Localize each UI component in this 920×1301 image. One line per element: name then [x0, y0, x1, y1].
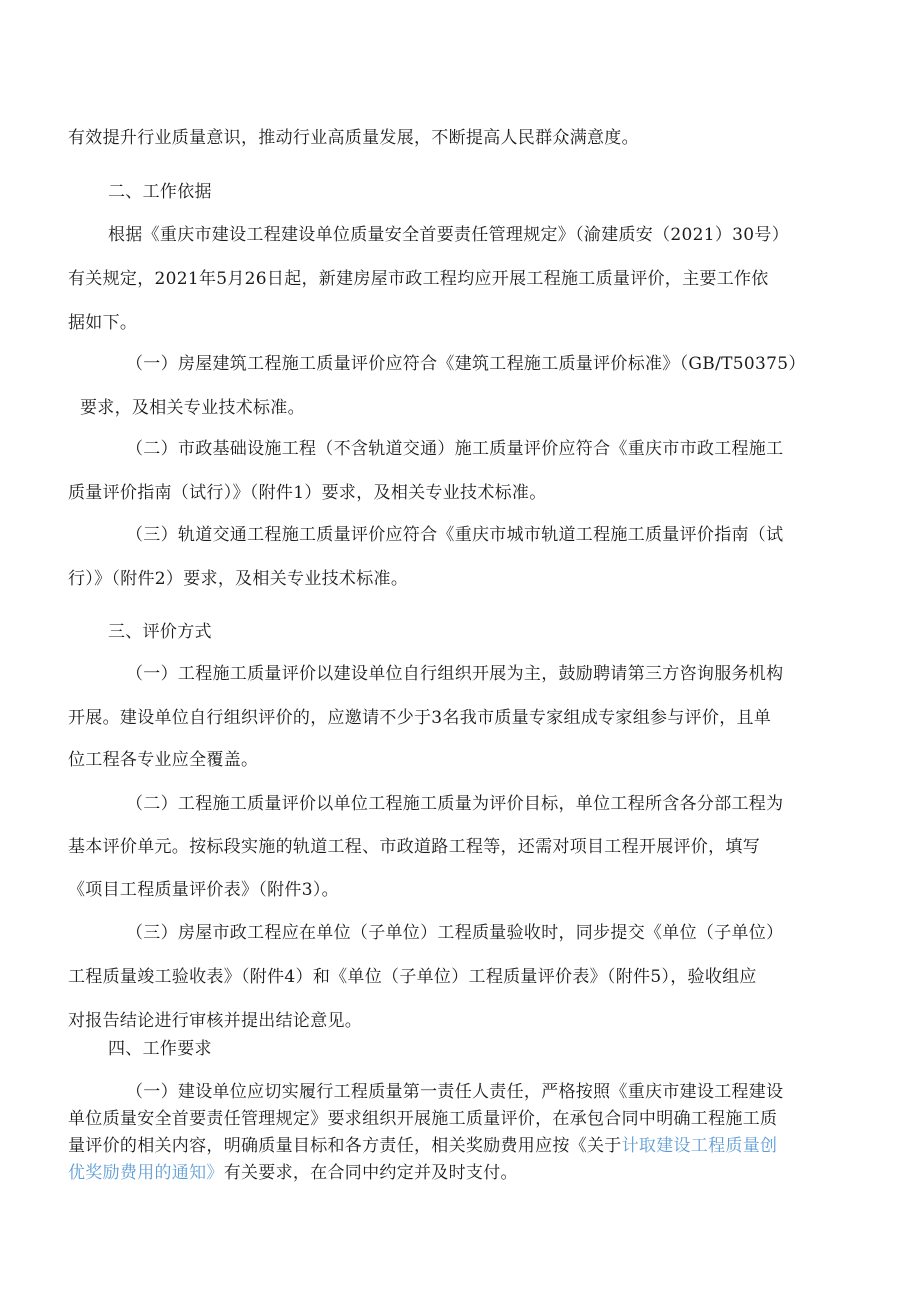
section-2-item-2-line-1: （二）市政基础设施工程（不含轨道交通）施工质量评价应符合《重庆市市政工程施工: [126, 439, 784, 459]
section-4-item-1-line-3: [68, 1135, 777, 1157]
section-2-item-2-line-2: 质量评价指南（试行）》（附件1）要求，及相关专业技术标准。: [68, 483, 547, 503]
section-4-heading: 四、工作要求: [108, 1039, 212, 1059]
section-3-item-1-line-3: 位工程各专业应全覆盖。: [68, 750, 259, 770]
section-2-p1-line-3: 据如下。: [68, 313, 138, 333]
section-2-item-3-line-2: 行）》（附件2）要求，及相关专业技术标准。: [68, 569, 409, 589]
section-4-item-1-line-2: 单位质量安全首要责任管理规定》要求组织开展施工质量评价，在承包合同中明确工程施工质: [68, 1109, 778, 1129]
section-2-p1-line-1: 根据《重庆市建设工程建设单位质量安全首要责任管理规定》（渝建质安（2021）30号）: [108, 225, 789, 245]
section-4-item-1-line-3-text: 量评价的相关内容，明确质量目标和各方责任，相关奖励费用应按《关于: [68, 1136, 622, 1156]
section-2-item-1-line-1: （一）房屋建筑工程施工质量评价应符合《建筑工程施工质量评价标准》（GB/T50375）: [126, 354, 806, 374]
section-2-heading: 二、工作依据: [108, 182, 212, 202]
section-3-item-2-line-2: 基本评价单元。按标段实施的轨道工程、市政道路工程等，还需对项目工程开展评价，填写: [68, 837, 760, 857]
fee-notice-link[interactable]: 计取建设工程质量创: [621, 1136, 778, 1156]
section-3-item-2-line-3: 《项目工程质量评价表》（附件3）。: [68, 880, 339, 900]
section-4-item-1-line-4: [68, 1162, 518, 1184]
section-4-item-1-line-1: （一）建设单位应切实履行工程质量第一责任人责任，严格按照《重庆市建设工程建设: [126, 1082, 784, 1102]
intro-line-1: 有效提升行业质量意识，推动行业高质量发展，不断提高人民群众满意度。: [68, 128, 639, 148]
fee-notice-link-continued[interactable]: 优奖励费用的通知》: [68, 1163, 224, 1183]
section-3-item-2-line-1: （二）工程施工质量评价以单位工程施工质量为评价目标，单位工程所含各分部工程为: [126, 794, 784, 814]
section-3-heading: 三、评价方式: [108, 622, 212, 642]
section-3-item-1-line-2: 开展。建设单位自行组织评价的，应邀请不少于3名我市质量专家组成专家组参与评价，且单: [68, 708, 772, 728]
section-3-item-3-line-1: （三）房屋市政工程应在单位（子单位）工程质量验收时，同步提交《单位（子单位）: [126, 923, 784, 943]
section-2-item-1-line-2: 要求，及相关专业技术标准。: [80, 398, 305, 418]
section-4-item-1-line-4-text: 有关要求，在合同中约定并及时支付。: [223, 1163, 518, 1183]
section-3-item-1-line-1: （一）工程施工质量评价以建设单位自行组织开展为主，鼓励聘请第三方咨询服务机构: [126, 664, 784, 684]
section-2-p1-line-2: 有关规定，2021年5月26日起，新建房屋市政工程均应开展工程施工质量评价，主要工作依: [68, 269, 769, 289]
section-3-item-3-line-2: 工程质量竣工验收表》（附件4）和《单位（子单位）工程质量评价表》（附件5），验收组应: [68, 967, 757, 987]
section-3-item-3-line-3: 对报告结论进行审核并提出结论意见。: [68, 1011, 363, 1031]
section-2-item-3-line-1: （三）轨道交通工程施工质量评价应符合《重庆市城市轨道工程施工质量评价指南（试: [126, 525, 784, 545]
